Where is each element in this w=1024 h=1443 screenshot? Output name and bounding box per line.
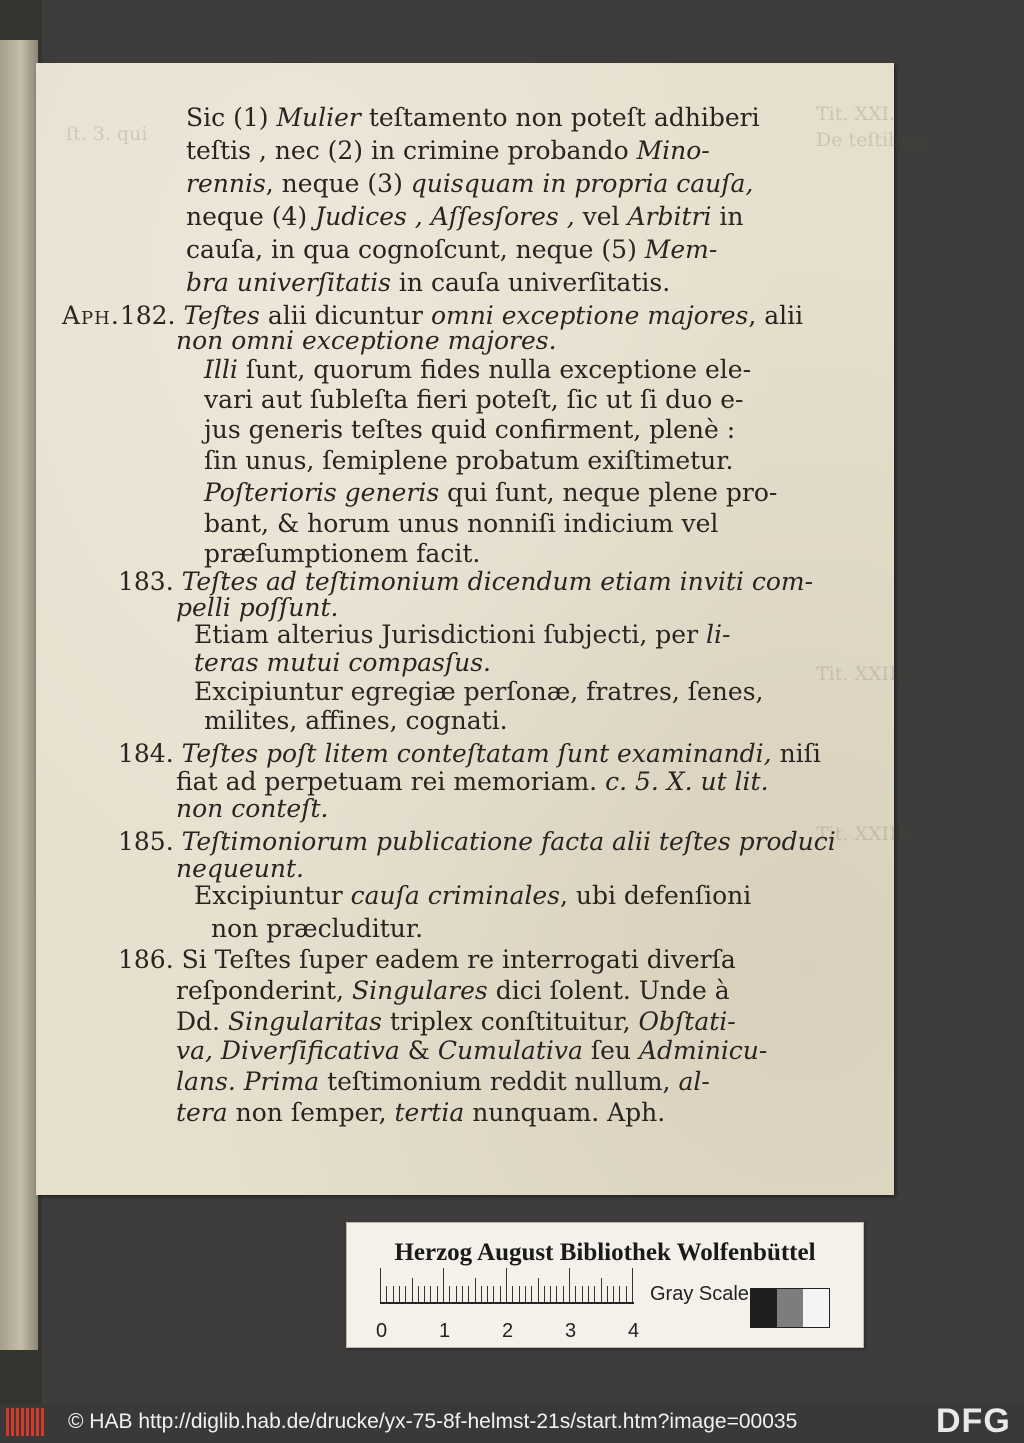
ruler-tick	[430, 1286, 431, 1302]
ruler-tick	[443, 1268, 444, 1302]
ruler-tick	[632, 1268, 633, 1302]
italic-run: Poſterioris generis	[204, 478, 440, 507]
text-line	[194, 648, 491, 678]
dfg-logo: DFG	[936, 1402, 1011, 1440]
text-run: bant, & horum unus nonniſi indicium vel	[204, 509, 719, 538]
ruler-tick	[475, 1278, 476, 1302]
text-line	[204, 539, 480, 569]
gray-swatch	[751, 1289, 777, 1327]
text-line	[118, 739, 821, 769]
ruler-number: 0	[376, 1320, 388, 1342]
ruler-tick	[544, 1286, 545, 1302]
book-page	[36, 63, 923, 1195]
italic-run: pelli poſſunt.	[176, 593, 339, 622]
italic-run: Teſtes poſt litem conteſtatam ſunt examinandi,	[181, 739, 772, 768]
italic-run: Adminicu-	[638, 1036, 768, 1065]
italic-run: Mem-	[644, 235, 718, 264]
text-run: Sic (1)	[186, 103, 277, 132]
text-run: Excipiuntur egregiæ perſonæ, fratres, ſenes,	[194, 677, 764, 706]
text-run: non præcluditur.	[211, 914, 424, 943]
text-run: niſi	[771, 739, 821, 768]
gray-swatch	[777, 1289, 803, 1327]
previous-page-edge	[0, 40, 38, 1350]
italic-run: non conteſt.	[176, 794, 329, 823]
italic-run: Prima	[243, 1067, 320, 1096]
text-line	[176, 854, 304, 884]
bleed-through-mark: ſt. 3. qui	[66, 123, 148, 145]
text-line	[186, 169, 753, 199]
text-run: Excipiuntur	[194, 881, 351, 910]
bleed-through-mark: De teſtibus	[816, 129, 923, 151]
italic-run: Teſtimoniorum publicatione facta alii teſtes produci	[181, 827, 836, 856]
text-run: ſeu	[582, 1036, 639, 1065]
italic-run: Teſtes ad teſtimonium dicendum etiam inviti com-	[181, 567, 814, 596]
text-line	[118, 945, 736, 975]
italic-run: c. 5. X. ut lit.	[605, 767, 769, 796]
text-line	[176, 1098, 665, 1128]
bleed-through-mark: Tit. XXII.	[816, 663, 903, 685]
ruler-tick	[519, 1286, 520, 1302]
ruler-tick	[418, 1286, 419, 1302]
text-line	[186, 235, 717, 265]
text-line	[118, 827, 836, 857]
italic-run: Obſtati-	[638, 1007, 736, 1036]
text-line	[194, 620, 730, 650]
text-run: ſunt, quorum fides nulla exceptione ele-	[237, 355, 752, 384]
library-color-card	[346, 1222, 864, 1348]
italic-run: quisquam in propria cauſa,	[410, 169, 754, 198]
ruler-tick	[512, 1286, 513, 1302]
bleed-through-mark: Tit. XXIII.	[816, 823, 911, 845]
ruler-tick	[575, 1286, 576, 1302]
text-line	[211, 914, 423, 944]
italic-run: nequeunt.	[176, 854, 304, 883]
text-run: cauſa, in qua cognoſcunt, neque (5)	[186, 235, 645, 264]
text-line	[204, 478, 777, 508]
italic-run: Illi	[204, 355, 238, 384]
bleed-through-mark: Tit. XXI.	[816, 103, 896, 125]
italic-run: lans.	[176, 1067, 236, 1096]
text-run: 184.	[118, 739, 182, 768]
ruler-tick	[601, 1278, 602, 1302]
italic-run: cauſa criminales	[350, 881, 560, 910]
italic-run: va, Diverſificativa	[176, 1036, 400, 1065]
text-run: reſponderint,	[176, 976, 352, 1005]
text-run: Etiam alterius Jurisdictioni ſubjecti, per	[194, 620, 706, 649]
ruler-tick	[380, 1268, 381, 1302]
ruler-number: 4	[628, 1320, 640, 1342]
text-line	[204, 415, 735, 445]
ruler-tick	[531, 1286, 532, 1302]
italic-run: omni exceptione majores	[430, 301, 749, 330]
italic-run: tera	[176, 1098, 228, 1127]
ruler-tick	[626, 1286, 627, 1302]
text-run: 183.	[118, 567, 182, 596]
text-run	[236, 1067, 244, 1096]
text-line	[176, 976, 730, 1006]
ruler-tick	[525, 1286, 526, 1302]
text-line	[176, 794, 328, 824]
ruler-tick	[569, 1268, 570, 1302]
italic-run: Singulares	[351, 976, 488, 1005]
text-line	[186, 103, 760, 133]
ruler-tick	[594, 1286, 595, 1302]
text-run: 185.	[118, 827, 182, 856]
text-run: teſtis , nec (2) in crimine probando	[186, 136, 637, 165]
text-line	[186, 136, 710, 166]
ruler-number: 3	[565, 1320, 577, 1342]
ruler-tick	[613, 1286, 614, 1302]
italic-run: Mulier	[276, 103, 361, 132]
text-line	[186, 268, 670, 298]
text-line	[204, 355, 751, 385]
ruler-tick	[493, 1286, 494, 1302]
ruler-tick	[607, 1286, 608, 1302]
ruler-tick	[412, 1278, 413, 1302]
italic-run: Arbitri	[627, 202, 712, 231]
text-line	[194, 881, 751, 911]
text-line	[186, 202, 744, 232]
copyright-url[interactable]: © HAB http://diglib.hab.de/drucke/yx-75-8f-helmst-21s/start.htm?image=00035	[68, 1410, 798, 1433]
text-run: &	[399, 1036, 438, 1065]
text-line	[176, 1067, 710, 1097]
ruler-tick	[405, 1286, 406, 1302]
text-run: teſtimonium reddit nullum,	[319, 1067, 679, 1096]
text-run: non ſemper,	[227, 1098, 395, 1127]
text-line	[204, 385, 744, 415]
italic-run: li-	[706, 620, 731, 649]
text-run: Dd.	[176, 1007, 228, 1036]
ruler-tick	[462, 1286, 463, 1302]
text-run: ſin unus, ſemiplene probatum exiſtimetur.	[204, 446, 734, 475]
italic-run: bra univerſitatis	[186, 268, 391, 297]
page-text-body	[36, 63, 894, 1195]
gray-scale-label: Gray Scale	[650, 1283, 749, 1305]
ruler-tick	[556, 1286, 557, 1302]
text-run: vel	[574, 202, 628, 231]
text-run: jus generis teſtes quid confirment, plenè :	[204, 415, 736, 444]
text-run: qui ſunt, neque plene pro-	[439, 478, 778, 507]
ruler-tick	[393, 1286, 394, 1302]
ruler-tick	[538, 1278, 539, 1302]
library-name: Herzog August Bibliothek Wolfenbüttel	[394, 1239, 816, 1266]
text-line	[176, 1036, 767, 1066]
text-run: vari aut ſubleſta fieri poteſt, ſic ut ſi duo e-	[204, 385, 744, 414]
text-run: dici ſolent. Unde à	[487, 976, 730, 1005]
text-line	[176, 593, 339, 623]
text-run: triplex conſtituitur,	[381, 1007, 639, 1036]
ruler-tick	[386, 1286, 387, 1302]
italic-run: rennis	[186, 169, 266, 198]
text-run: fiat ad perpetuam rei memoriam.	[176, 767, 606, 796]
ruler-tick	[500, 1286, 501, 1302]
text-line	[176, 767, 769, 797]
italic-run: al-	[678, 1067, 710, 1096]
ruler-tick	[437, 1286, 438, 1302]
ruler-tick	[582, 1286, 583, 1302]
text-run: , neque (3)	[265, 169, 411, 198]
text-run: 182.	[119, 301, 184, 330]
ruler-number: 2	[502, 1320, 514, 1342]
text-run: teſtamento non poteſt adhiberi	[360, 103, 760, 132]
ruler-number: 1	[439, 1320, 451, 1342]
text-run: neque (4)	[186, 202, 316, 231]
ruler-tick	[481, 1286, 482, 1302]
aphorism-label: Aph.	[62, 301, 120, 330]
text-line	[194, 677, 763, 707]
italic-run: tertia	[394, 1098, 465, 1127]
text-run: milites, affines, cognati.	[204, 706, 508, 735]
ruler-scale-bar	[380, 1302, 634, 1304]
italic-run: Judices , Aſſesſores ,	[315, 202, 575, 231]
italic-run: Singularitas	[227, 1007, 382, 1036]
text-line	[176, 326, 557, 356]
ruler-tick	[563, 1286, 564, 1302]
gray-scale-swatches	[750, 1288, 830, 1328]
italic-run: Mino-	[636, 136, 710, 165]
ruler-tick	[399, 1286, 400, 1302]
text-run: , alii	[748, 301, 804, 330]
text-run: in	[711, 202, 744, 231]
text-line	[204, 706, 508, 736]
text-run: præſumptionem facit.	[204, 539, 481, 568]
ruler-tick	[588, 1286, 589, 1302]
ruler-tick	[619, 1286, 620, 1302]
italic-run: Teſtes	[183, 301, 260, 330]
italic-run: Cumulativa	[437, 1036, 583, 1065]
ruler-tick	[424, 1286, 425, 1302]
italic-run: non omni exceptione majores.	[176, 326, 557, 355]
text-line	[176, 1007, 736, 1037]
hab-barcode-logo	[6, 1408, 46, 1436]
text-run: 186. Si Teſtes ſuper eadem re interrogati diverſa	[118, 945, 736, 974]
ruler-tick	[468, 1286, 469, 1302]
italic-run: teras mutui compasſus.	[194, 648, 491, 677]
ruler-tick	[506, 1268, 507, 1302]
text-run: alii dicuntur	[259, 301, 431, 330]
gray-swatch	[803, 1289, 829, 1327]
text-run: in cauſa univerſitatis.	[390, 268, 671, 297]
ruler-tick	[550, 1286, 551, 1302]
text-line	[204, 446, 733, 476]
ruler-tick	[449, 1286, 450, 1302]
ruler-tick	[487, 1286, 488, 1302]
text-run: , ubi defenſioni	[559, 881, 752, 910]
text-line	[204, 509, 718, 539]
text-run: nunquam. Aph.	[464, 1098, 666, 1127]
ruler-tick	[456, 1286, 457, 1302]
